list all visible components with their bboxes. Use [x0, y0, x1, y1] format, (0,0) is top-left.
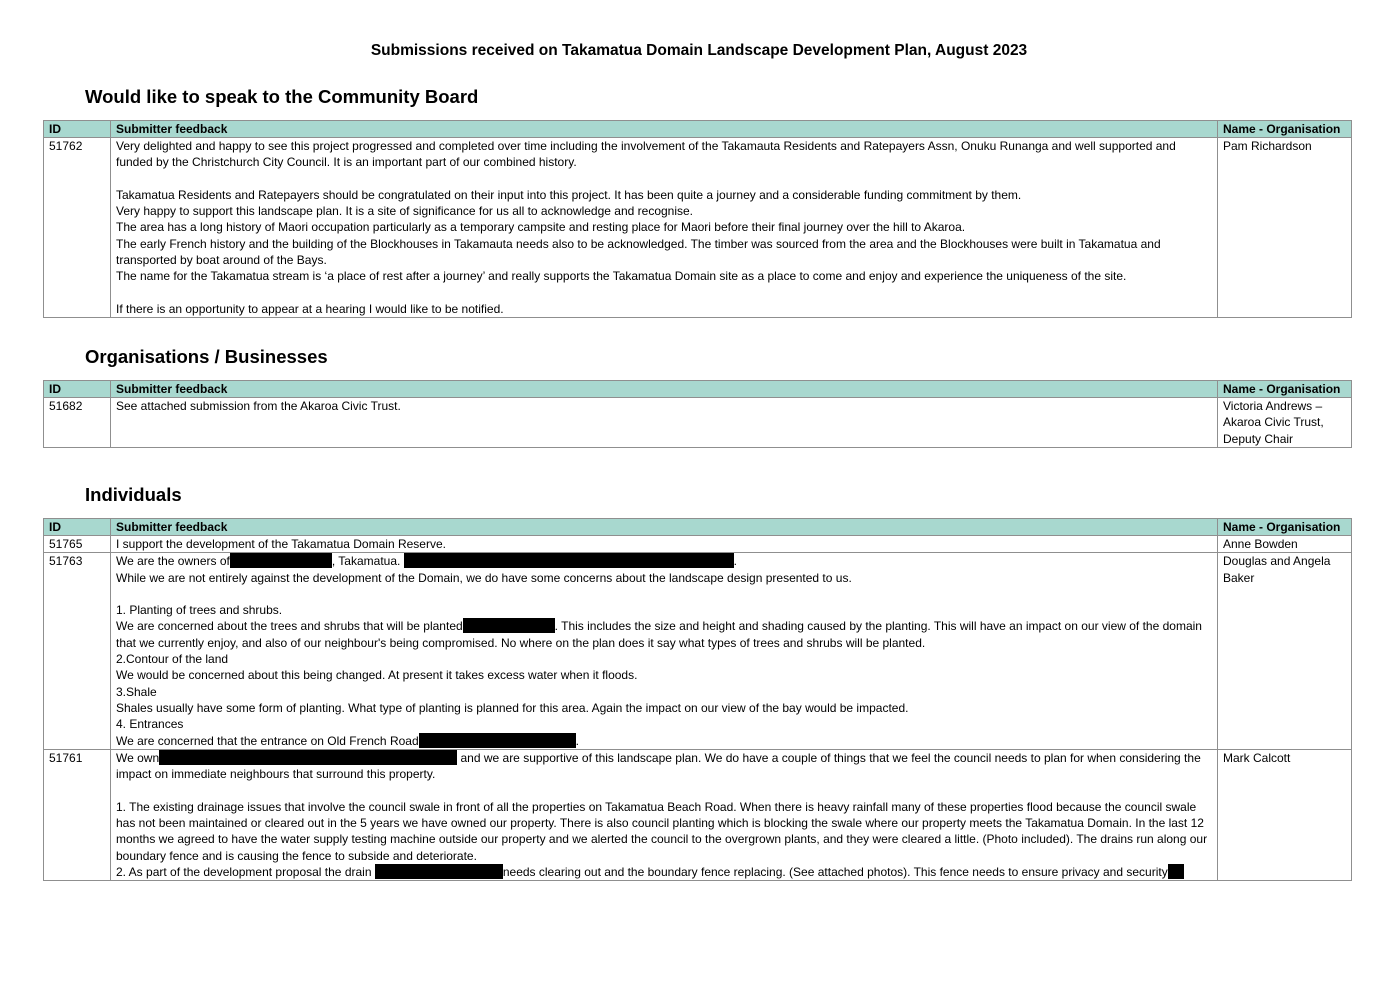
header-id: ID — [44, 381, 111, 398]
feedback-line: We own and we are supportive of this landscape plan. We do have a couple of things that we feel the council needs to plan for when considering the impact on immediate neighbours that surround this property. — [116, 750, 1201, 782]
table-row — [44, 398, 1352, 448]
feedback-line: We are concerned that the entrance on Old French Road . — [116, 733, 579, 748]
cell-name: Anne Bowden — [1218, 536, 1352, 553]
cell-id: 51763 — [44, 553, 111, 750]
cell-feedback: See attached submission from the Akaroa Civic Trust. — [111, 398, 1218, 448]
redaction-block — [375, 864, 503, 879]
feedback-line: 2.Contour of the land — [116, 652, 229, 667]
redaction-block — [1168, 864, 1184, 879]
table-row — [44, 138, 1352, 318]
table-speak — [43, 120, 1352, 318]
cell-name: Mark Calcott — [1218, 749, 1352, 880]
feedback-line: 2. As part of the development proposal the drain needs clearing out and the boundary fence replacing. (See attached photos). This fence needs to ensure privacy and security — [116, 864, 1212, 880]
header-feedback: Submitter feedback — [111, 519, 1218, 536]
feedback-paragraph: The area has a long history of Maori occupation particularly as a temporary campsite and resting place for Maori before their final journey over the hill to Akaroa. — [116, 220, 966, 235]
section-heading-individuals: Individuals — [85, 484, 182, 505]
table-header-row — [44, 121, 1352, 138]
table-org — [43, 380, 1352, 448]
header-name: Name - Organisation — [1218, 519, 1352, 536]
table-row — [44, 536, 1352, 553]
header-id: ID — [44, 121, 111, 138]
cell-feedback — [111, 553, 1218, 750]
feedback-line: We are concerned about the trees and shrubs that will be planted . This includes the size and height and shading caused by the planting. This will have an impact on our view of the domain that we currently enjoy, and also of our neighbour's being compromised. No where on the plan does it say what types of trees and shrubs will be planted. — [116, 619, 1202, 650]
table-individuals — [43, 518, 1352, 881]
feedback-paragraph: The name for the Takamatua stream is ‘a place of rest after a journey’ and really supports the Takamatua Domain site as a place to come and enjoy and experience the uniqueness of the site. — [116, 269, 1127, 284]
redaction-block — [159, 750, 457, 765]
table-row — [44, 749, 1352, 880]
table-header-row — [44, 519, 1352, 536]
document-title: Submissions received on Takamatua Domain Landscape Development Plan, August 2023 — [370, 42, 1028, 59]
header-feedback: Submitter feedback — [111, 121, 1218, 138]
feedback-line: 4. Entrances — [116, 717, 184, 732]
header-name: Name - Organisation — [1218, 381, 1352, 398]
section-heading-org: Organisations / Businesses — [85, 346, 328, 367]
cell-name: Victoria Andrews – Akaroa Civic Trust, Deputy Chair — [1218, 398, 1352, 448]
cell-name: Pam Richardson — [1218, 138, 1352, 318]
feedback-paragraph: Takamatua Residents and Ratepayers should be congratulated on their input into this project. It has been quite a journey and a considerable funding commitment by them. — [116, 187, 1022, 202]
header-feedback: Submitter feedback — [111, 381, 1218, 398]
redaction-block — [230, 553, 332, 568]
feedback-paragraph: Very happy to support this landscape plan. It is a site of significance for us all to acknowledge and recognise. — [116, 204, 694, 219]
cell-id: 51762 — [44, 138, 111, 318]
feedback-paragraph: The early French history and the building of the Blockhouses in Takamauta needs also to be acknowledged. The timber was sourced from the area and the Blockhouses were built in Takamatua and transported by boat around of the Bays. — [116, 236, 1161, 268]
feedback-line: While we are not entirely against the development of the Domain, we do have some concerns about the landscape design presented to us. — [116, 570, 852, 585]
cell-id: 51682 — [44, 398, 111, 448]
section-heading-speak: Would like to speak to the Community Board — [85, 86, 479, 107]
cell-feedback — [111, 749, 1218, 880]
feedback-line: We would be concerned about this being changed. At present it takes excess water when it floods. — [116, 668, 638, 683]
feedback-line: 1. The existing drainage issues that involve the council swale in front of all the properties on Takamatua Beach Road. When there is heavy rainfall many of these properties flood because the council swale has not been maintained or cleared out in the 5 years we have owned our property. There is also council planting which is blocking the swale where our property meets the Takamatua Domain. In the last 12 months we agreed to have the water supply testing machine outside our property and we alerted the council to the overgrown plants, and they were cleared a little. (Photo included). The drains run along our boundary fence and is causing the fence to subside and deteriorate. — [116, 799, 1208, 863]
header-id: ID — [44, 519, 111, 536]
redaction-block — [419, 733, 576, 748]
cell-feedback: I support the development of the Takamatua Domain Reserve. — [111, 536, 1218, 553]
feedback-line: We are the owners of , Takamatua. . — [116, 554, 738, 569]
cell-name: Douglas and Angela Baker — [1218, 553, 1352, 750]
redaction-block — [463, 618, 555, 633]
cell-id: 51765 — [44, 536, 111, 553]
feedback-paragraph: Very delighted and happy to see this project progressed and completed over time including the involvement of the Takamauta Residents and Ratepayers Assn, Onuku Runanga and well supported and funded by the Christchurch City Council. It is an important part of our combined history. — [116, 139, 1176, 170]
feedback-line: Shales usually have some form of planting. What type of planting is planned for this area. Again the impact on our view of the bay would be impacted. — [116, 700, 909, 715]
cell-id: 51761 — [44, 749, 111, 880]
feedback-paragraph: If there is an opportunity to appear at a hearing I would like to be notified. — [116, 301, 504, 316]
table-row — [44, 553, 1352, 750]
table-header-row — [44, 381, 1352, 398]
redaction-block — [404, 553, 734, 568]
cell-feedback — [111, 138, 1218, 318]
feedback-line: 3.Shale — [116, 684, 157, 699]
header-name: Name - Organisation — [1218, 121, 1352, 138]
feedback-line: 1. Planting of trees and shrubs. — [116, 603, 283, 618]
